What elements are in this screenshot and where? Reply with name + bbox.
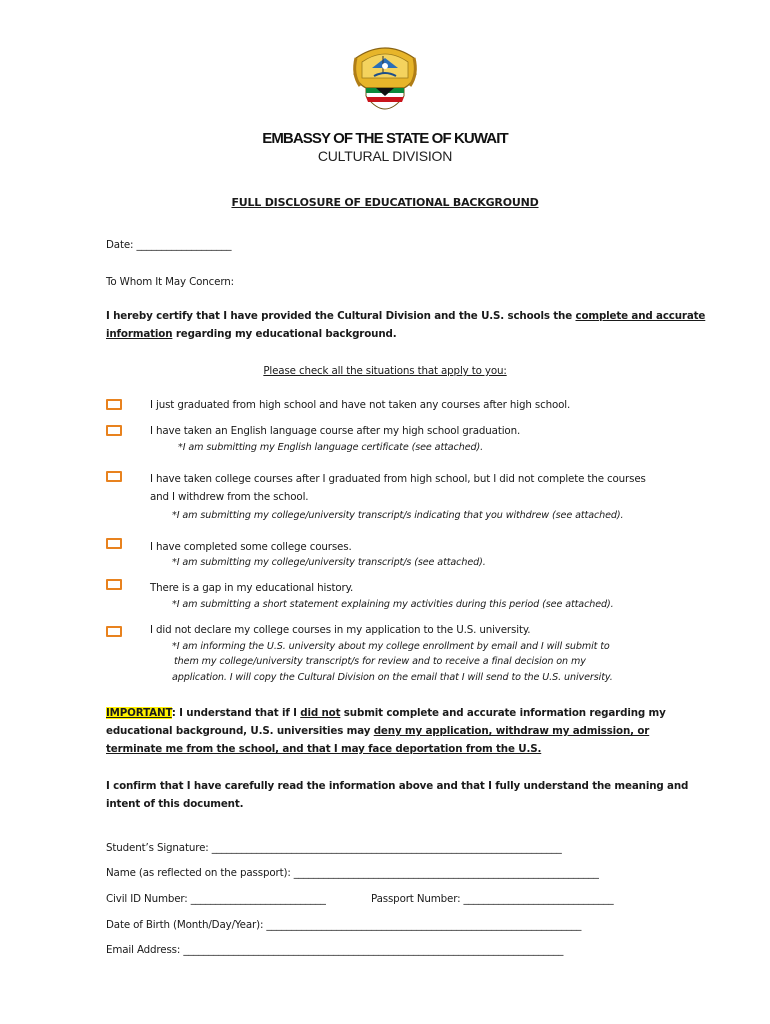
important-line-2 xyxy=(106,722,649,740)
checkbox-college-withdrew[interactable] xyxy=(106,471,122,482)
checkbox-not-declared[interactable] xyxy=(106,626,122,637)
confirm-line-2: intent of this document. xyxy=(106,798,244,810)
option-note: *I am submitting my English language certificate (see attached). xyxy=(178,442,484,453)
important-text: : I understand that if I xyxy=(171,707,301,719)
certify-text-2: regarding my educational background. xyxy=(172,328,397,340)
consequences-text: deny my application, withdraw my admission, or xyxy=(373,725,650,737)
embassy-title: EMBASSY OF THE STATE OF KUWAIT xyxy=(262,130,508,147)
option-note: *I am informing the U.S. university about my college enrollment by email and I will submit to xyxy=(172,641,610,652)
important-line-3: terminate me from the school, and that I may face deportation from the U.S. xyxy=(106,743,542,755)
checkbox-english-course[interactable] xyxy=(106,425,122,436)
important-line-1 xyxy=(106,704,666,722)
name-field[interactable]: Name (as reflected on the passport): _____________________________________________________________ xyxy=(106,867,599,879)
signature-field[interactable]: Student’s Signature: ______________________________________________________________________ xyxy=(106,842,562,854)
certify-text: I hereby certify that I have provided the Cultural Division and the U.S. schools the xyxy=(106,310,576,322)
option-text: I have taken college courses after I graduated from high school, but I did not complete the courses xyxy=(150,473,646,485)
option-text: There is a gap in my educational history. xyxy=(150,582,354,594)
certify-line-1 xyxy=(106,307,705,325)
page-title: FULL DISCLOSURE OF EDUCATIONAL BACKGROUND xyxy=(231,196,539,209)
option-text: I have completed some college courses. xyxy=(150,541,352,553)
important-text-2: submit complete and accurate information regarding my xyxy=(340,707,666,719)
date-field[interactable]: Date: ___________________ xyxy=(106,239,232,251)
checkbox-college-completed[interactable] xyxy=(106,538,122,549)
division-subtitle: CULTURAL DIVISION xyxy=(317,148,453,164)
important-label: IMPORTANT xyxy=(106,707,172,719)
civil-id-field[interactable]: Civil ID Number: ___________________________ xyxy=(106,893,326,905)
did-not-text: did not xyxy=(300,707,341,719)
option-note: *I am submitting my college/university transcript/s (see attached). xyxy=(172,557,486,568)
checkbox-gap[interactable] xyxy=(106,579,122,590)
option-text-cont: and I withdrew from the school. xyxy=(150,491,309,503)
important-text-3: educational background, U.S. universities may xyxy=(106,725,374,737)
certify-underline-1: complete and accurate xyxy=(575,310,706,322)
option-text: I have taken an English language course after my high school graduation. xyxy=(150,425,521,437)
passport-number-field[interactable]: Passport Number: ______________________________ xyxy=(371,893,614,905)
certify-line-2 xyxy=(106,325,397,343)
checkbox-high-school[interactable] xyxy=(106,399,122,410)
confirm-line-1: I confirm that I have carefully read the information above and that I fully understand the meaning and xyxy=(106,780,689,792)
option-text: I did not declare my college courses in my application to the U.S. university. xyxy=(150,624,531,636)
certify-underline-2: information xyxy=(106,328,173,340)
option-note: application. I will copy the Cultural Division on the email that I will send to the U.S. university. xyxy=(172,672,613,683)
kuwait-emblem-icon xyxy=(350,44,420,122)
option-text: I just graduated from high school and have not taken any courses after high school. xyxy=(150,399,571,411)
instruction: Please check all the situations that apply to you: xyxy=(263,365,507,377)
date-of-birth-field[interactable]: Date of Birth (Month/Day/Year): _______________________________________________________________ xyxy=(106,919,582,931)
option-note: them my college/university transcript/s for review and to receive a final decision on my xyxy=(174,656,586,667)
salutation: To Whom It May Concern: xyxy=(106,276,234,288)
email-field[interactable]: Email Address: ____________________________________________________________________________ xyxy=(106,944,564,956)
option-note: *I am submitting my college/university transcript/s indicating that you withdrew (see attached). xyxy=(172,510,624,521)
option-note: *I am submitting a short statement explaining my activities during this period (see attached). xyxy=(172,599,614,610)
